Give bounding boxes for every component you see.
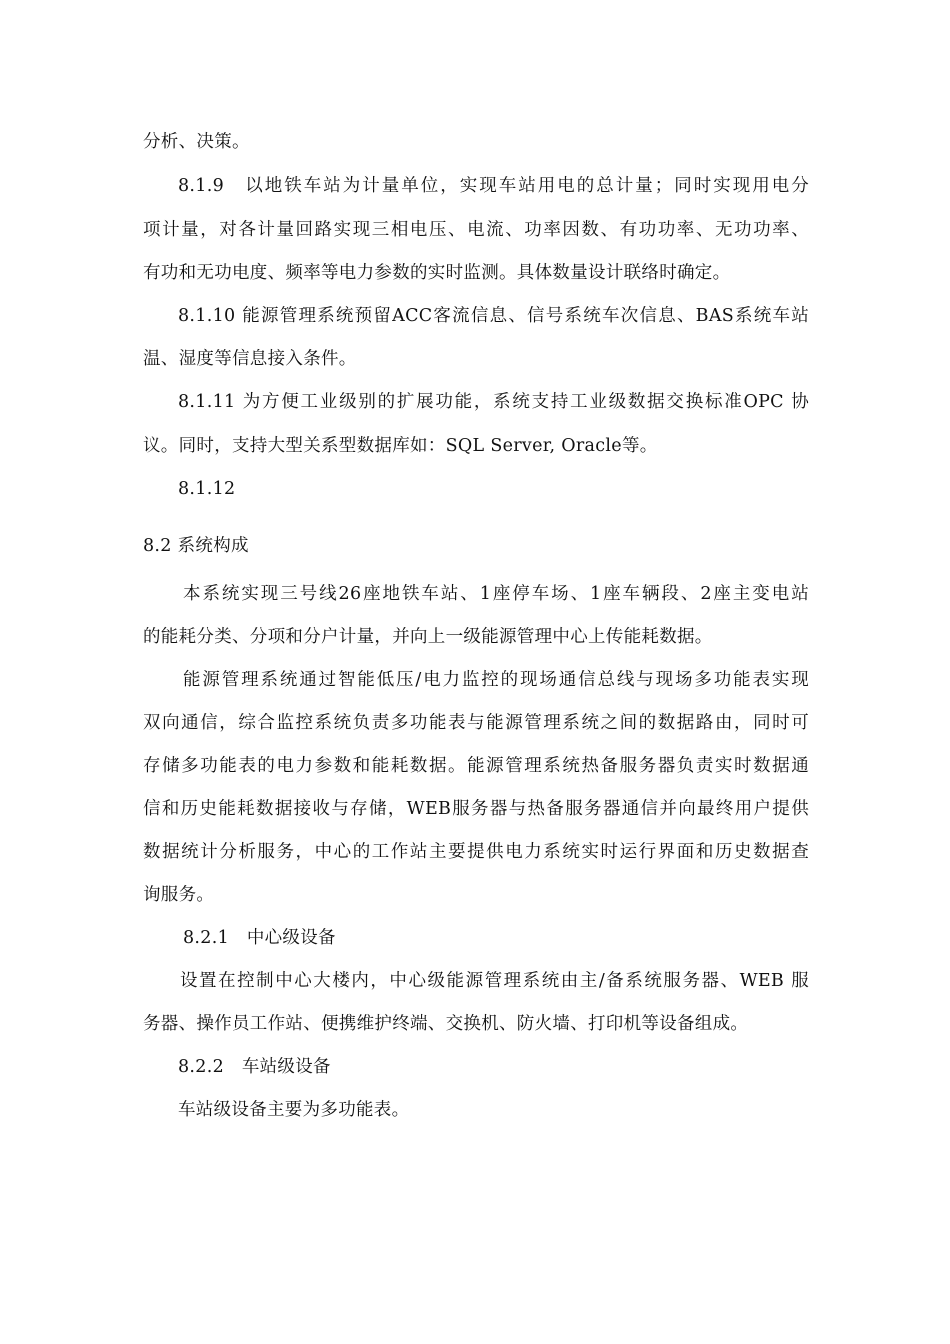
paragraph-line: 设置在控制中心大楼内，中心级能源管理系统由主/备系统服务器、WEB 服 [180,971,809,991]
paragraph-line: 本系统实现三号线26座地铁车站、1座停车场、1座车辆段、2座主变电站 [183,584,809,604]
paragraph-line: 存储多功能表的电力参数和能耗数据。能源管理系统热备服务器负责实时数据通 [143,756,809,776]
paragraph-line: 分析、决策。 [143,132,250,152]
paragraph-line: 数据统计分析服务，中心的工作站主要提供电力系统实时运行界面和历史数据查 [143,842,809,862]
paragraph-line: 议。同时，支持大型关系型数据库如：SQL Server, Oracle等。 [143,436,658,456]
section-heading-8-2: 8.2 系统构成 [143,536,249,556]
paragraph-line: 询服务。 [143,885,215,905]
paragraph-line: 双向通信，综合监控系统负责多功能表与能源管理系统之间的数据路由，同时可 [143,713,809,733]
clause-8-1-12-line: 8.1.12 [178,479,236,499]
paragraph-line: 项计量，对各计量回路实现三相电压、电流、功率因数、有功功率、无功功率、 [143,220,809,240]
paragraph-line: 信和历史能耗数据接收与存储，WEB服务器与热备服务器通信并向最终用户提供 [143,799,809,819]
paragraph-line: 务器、操作员工作站、便携维护终端、交换机、防火墙、打印机等设备组成。 [143,1014,749,1034]
paragraph-line: 的能耗分类、分项和分户计量，并向上一级能源管理中心上传能耗数据。 [143,627,713,647]
paragraph-line: 温、湿度等信息接入条件。 [143,349,357,369]
clause-8-1-10-line: 8.1.10 能源管理系统预留ACC客流信息、信号系统车次信息、BAS系统车站 [178,306,809,326]
clause-8-1-11-line: 8.1.11 为方便工业级别的扩展功能，系统支持工业级数据交换标准OPC 协 [178,392,809,412]
paragraph-line: 有功和无功电度、频率等电力参数的实时监测。具体数量设计联络时确定。 [143,263,731,283]
paragraph-line: 能源管理系统通过智能低压/电力监控的现场通信总线与现场多功能表实现 [183,670,809,690]
paragraph-line: 车站级设备主要为多功能表。 [178,1100,410,1120]
subsection-heading-8-2-1: 8.2.1 中心级设备 [183,928,336,948]
clause-8-1-9-line: 8.1.9 以地铁车站为计量单位，实现车站用电的总计量；同时实现用电分 [178,176,809,196]
subsection-heading-8-2-2: 8.2.2 车站级设备 [178,1057,331,1077]
